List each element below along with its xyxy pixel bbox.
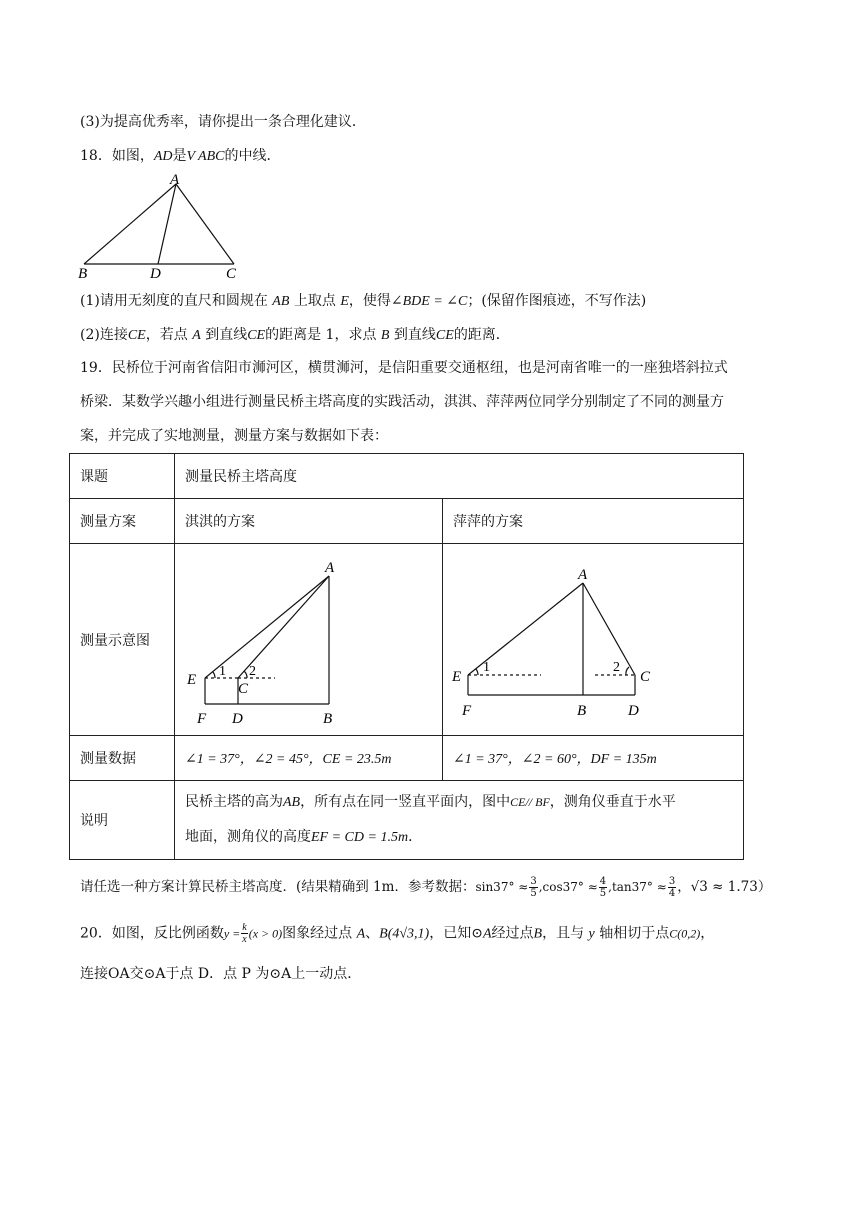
q20-line1: 20．如图，反比例函数y = $\frac{k}{x}$ (x > 0)图象经过点 A、B(4√3,1)，已知⊙A经过点B，且与 y 轴相切于点C(0,2)， (80, 922, 715, 945)
q19-line1: 19．民桥位于河南省信阳市浉河区，横贯浉河，是信阳重要交通枢纽，也是河南省唯一的一座独塔斜拉式 (80, 360, 728, 376)
cell-note-value: 民桥主塔的高为AB，所有点在同一竖直平面内，图中CE// BF，测角仪垂直于水平 地面，测角仪的高度EF = CD = 1.5m． (175, 781, 744, 860)
cell-topic-value: 测量民桥主塔高度 (175, 454, 744, 499)
q18-triangle-figure (70, 170, 250, 282)
pingping-label-b: B (577, 702, 587, 719)
q19-question: 请任选一种方案计算民桥主塔高度．(结果精确到 1m．参考数据：sin37° ≈ $\frac{3}{5}$ ,cos37° ≈ $\frac{4}{5}$ ,tan37° ≈ $\frac{3}{4}$ ，√3 ≈ 1.73） (80, 876, 772, 899)
q18-label-d: D (150, 266, 161, 282)
q18-stem: 18．如图，AD是V ABC的中线． (80, 148, 281, 164)
table-row (70, 499, 744, 544)
cell-plan-label: 测量方案 (70, 499, 175, 544)
pingping-label-a: A (578, 566, 588, 583)
qiqi-label-e: E (187, 671, 197, 688)
pingping-label-one: 1 (483, 659, 490, 675)
table-row (70, 781, 744, 860)
q20-line2: 连接OA交⊙A于点 D．点 P 为⊙A上一动点． (80, 966, 362, 982)
cell-data-label: 测量数据 (70, 736, 175, 781)
q19-measurement-table (69, 453, 744, 860)
q18-label-c: C (226, 266, 237, 282)
cell-qiqi-data: ∠1 = 37°，∠2 = 45°，CE = 23.5m (175, 736, 443, 781)
q18-label-b: B (78, 266, 88, 282)
cell-qiqi-diagram (175, 544, 443, 736)
table-row (70, 454, 744, 499)
cell-topic-label: 课题 (70, 454, 175, 499)
table-row (70, 736, 744, 781)
cell-pingping-diagram (443, 544, 744, 736)
q19-line2: 桥梁．某数学兴趣小组进行测量民桥主塔高度的实践活动，淇淇、萍萍两位同学分别制定了不同的测量方 (80, 394, 724, 410)
cell-pingping-plan: 萍萍的方案 (443, 499, 744, 544)
cell-qiqi-plan: 淇淇的方案 (175, 499, 443, 544)
pingping-diagram (443, 545, 743, 735)
pingping-label-d: D (628, 702, 639, 719)
qiqi-label-a: A (325, 559, 335, 576)
qiqi-label-two: 2 (249, 663, 256, 679)
cell-pingping-data: ∠1 = 37°，∠2 = 60°，DF = 135m (443, 736, 744, 781)
q17-part3: (3)为提高优秀率，请你提出一条合理化建议． (80, 114, 366, 130)
pingping-label-c: C (640, 668, 651, 685)
q19-line3: 案，并完成了实地测量，测量方案与数据如下表： (80, 428, 388, 444)
qiqi-label-c: C (238, 680, 249, 697)
table-row (70, 544, 744, 736)
qiqi-label-f: F (197, 710, 207, 727)
qiqi-diagram (175, 545, 442, 735)
cell-diagram-label: 测量示意图 (70, 544, 175, 736)
pingping-label-f: F (462, 702, 472, 719)
q18-part1: (1)请用无刻度的直尺和圆规在 AB 上取点 E，使得∠BDE = ∠C；(保留作图痕迹，不写作法) (80, 293, 647, 309)
pingping-label-e: E (452, 668, 462, 685)
qiqi-label-one: 1 (219, 663, 226, 679)
q18-label-a: A (170, 172, 180, 188)
q18-part2: (2)连接CE，若点 A 到直线CE的距离是 1，求点 B 到直线CE的距离． (80, 327, 510, 343)
cell-note-label: 说明 (70, 781, 175, 860)
qiqi-label-b: B (323, 710, 333, 727)
pingping-label-two: 2 (613, 659, 620, 675)
qiqi-label-d: D (232, 710, 243, 727)
